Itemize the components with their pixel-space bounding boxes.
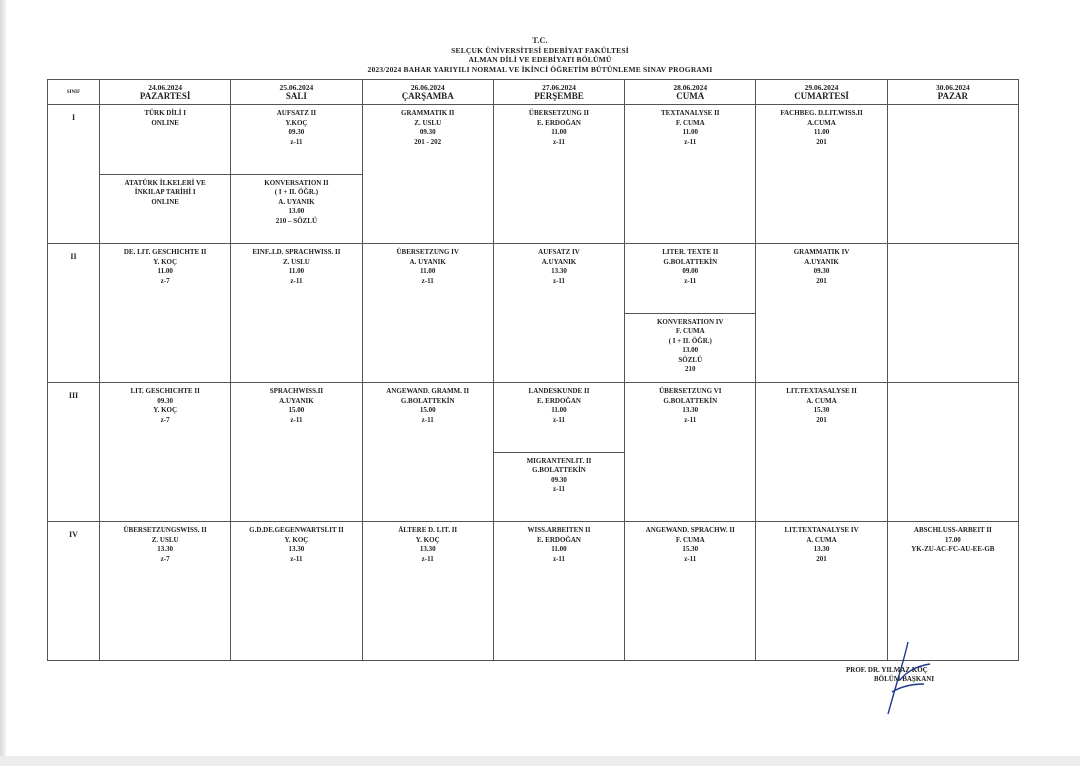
table-header-row: [48, 80, 1019, 105]
level-row: [48, 105, 1019, 244]
exam-entry-line: SPRACHWISS.II: [269, 387, 324, 395]
day-header: [887, 80, 1018, 105]
exam-entry: [494, 522, 624, 660]
exam-entry-line: ( I + II. ÖĞR.): [274, 188, 319, 196]
exam-entry-line: GRAMMATIK II: [401, 109, 455, 117]
exam-entry-line: G.D.DE.GEGENWARTSLIT II: [249, 526, 344, 534]
exam-entry-line: z-7: [160, 554, 170, 563]
exam-entry: [888, 383, 1018, 521]
exam-entry-line: 09.30: [419, 128, 436, 136]
exam-entry: [888, 244, 1018, 382]
schedule-cell: [625, 105, 756, 244]
exam-entry-line: 13.30: [157, 545, 174, 553]
exam-entry-line: WISS.ARBEITEN II: [527, 526, 591, 534]
exam-entry: [625, 105, 755, 243]
exam-entry-line: 11.00: [682, 128, 698, 136]
day-date: 24.06.2024: [148, 83, 183, 92]
schedule-cell: [362, 383, 493, 522]
exam-entry-line: Z. USLU: [151, 535, 179, 544]
exam-entry: [100, 522, 230, 660]
exam-entry-line: ÄLTERE D. LIT. II: [398, 526, 458, 534]
day-header: [100, 80, 231, 105]
exam-entry-line: 13.30: [682, 406, 699, 414]
signer-title: BÖLÜM BAŞKANI: [874, 675, 935, 683]
exam-entry-line: z-11: [421, 554, 434, 563]
exam-entry-line: 11.00: [551, 545, 567, 553]
exam-entry-line: ÜBERSETZUNG VI: [659, 387, 722, 395]
schedule-cell: [625, 383, 756, 522]
schedule-cell: [887, 244, 1018, 383]
exam-entry: [756, 383, 886, 521]
schedule-cell: [100, 383, 231, 522]
exam-entry-line: z-7: [160, 276, 170, 285]
day-header: [493, 80, 624, 105]
exam-entry-line: 13.30: [813, 545, 830, 553]
exam-entry-line: z-11: [290, 415, 303, 424]
exam-entry: [231, 383, 361, 521]
exam-entry: [231, 522, 361, 660]
level-label: III: [48, 383, 100, 522]
exam-entry-line: KONVERSATION II: [264, 178, 329, 187]
exam-entry-line: 13.30: [551, 267, 567, 275]
exam-entry-line: 09.30: [288, 128, 305, 136]
level-row: [48, 383, 1019, 522]
exam-entry: [494, 453, 624, 522]
exam-entry: [756, 244, 886, 382]
exam-entry-line: A. UYANIK: [409, 257, 446, 266]
sinif-header: SINIF: [48, 80, 100, 105]
exam-entry-line: 13.00: [288, 207, 305, 215]
signer-name: PROF. DR. YILMAZ KOÇ: [846, 666, 928, 674]
schedule-cell: [493, 105, 624, 244]
schedule-cell: [756, 522, 887, 661]
day-header: [625, 80, 756, 105]
exam-entry-line: 13.30: [419, 545, 436, 553]
exam-entry-line: G.BOLATTEKİN: [532, 466, 586, 474]
level-row: [48, 244, 1019, 383]
exam-entry-line: 17.00: [944, 535, 961, 544]
exam-entry: [756, 105, 886, 243]
exam-entry-line: 11.00: [813, 128, 830, 136]
schedule-cell: [493, 383, 624, 522]
exam-entry-line: Y. KOÇ: [415, 535, 440, 544]
exam-entry: [625, 244, 755, 314]
exam-entry-line: 201: [816, 276, 827, 285]
exam-entry-line: TÜRK DİLİ I: [144, 109, 186, 117]
day-header: [231, 80, 362, 105]
schedule-cell: [362, 244, 493, 383]
schedule-cell: [493, 244, 624, 383]
header-line-4: 2023/2024 BAHAR YARIYILI NORMAL VE İKİNCİ ÖĞRETİM BÜTÜNLEME SINAV PROGRAMI: [367, 64, 713, 74]
schedule-cell: [887, 105, 1018, 244]
exam-entry-line: z-7: [160, 415, 170, 424]
exam-entry-line: 09.00: [682, 267, 699, 275]
exam-entry-line: 09.30: [157, 396, 174, 405]
exam-entry-line: 201: [816, 415, 827, 424]
schedule-cell: [756, 105, 887, 244]
exam-entry-line: ABSCHLUSS-ARBEIT II: [913, 526, 992, 534]
scan-bottom-strip: [0, 756, 1080, 766]
exam-entry-line: 15.00: [288, 406, 305, 414]
day-date: 29.06.2024: [804, 83, 839, 92]
exam-entry-line: z-11: [290, 554, 303, 563]
schedule-cell: [362, 522, 493, 661]
exam-entry-line: z-11: [421, 276, 434, 285]
header-line-1: T.C.: [532, 36, 548, 45]
exam-entry: [231, 175, 361, 244]
day-name: CUMA: [676, 91, 705, 101]
exam-entry: [494, 383, 624, 453]
exam-entry-line: 201 - 202: [414, 137, 442, 146]
schedule-cell: [231, 105, 362, 244]
schedule-cell: [231, 244, 362, 383]
exam-entry-line: Y.KOÇ: [285, 118, 308, 127]
exam-entry-line: Y. KOÇ: [153, 406, 178, 414]
day-header: [362, 80, 493, 105]
exam-entry-line: ONLINE: [151, 197, 179, 206]
exam-entry-line: 15.30: [813, 406, 830, 414]
exam-entry-line: YK-ZU-AC-FC-AU-EE-GB: [911, 545, 995, 553]
exam-entry-line: F. CUMA: [675, 535, 705, 544]
schedule-cell: [887, 383, 1018, 522]
exam-entry-line: 210: [685, 365, 696, 373]
exam-entry: [100, 244, 230, 382]
exam-entry-line: z-11: [290, 137, 303, 146]
exam-entry-line: z-11: [421, 415, 434, 424]
exam-entry-line: A. UYANIK: [278, 197, 315, 206]
exam-entry-line: SÖZLÜ: [678, 355, 703, 364]
exam-entry-line: G.BOLATTEKİN: [663, 257, 718, 266]
exam-entry-line: A. CUMA: [806, 535, 837, 544]
level-label: I: [48, 105, 100, 244]
exam-entry-line: LANDESKUNDE II: [528, 387, 590, 395]
table-body: [48, 105, 1019, 661]
exam-entry-line: F. CUMA: [675, 118, 705, 127]
exam-entry-line: E. ERDOĞAN: [537, 396, 581, 405]
exam-entry: [363, 244, 493, 382]
exam-entry-line: 13.30: [288, 545, 305, 553]
day-date: 28.06.2024: [673, 83, 708, 92]
exam-entry-line: z-11: [684, 415, 697, 424]
day-name: ÇARŞAMBA: [401, 91, 454, 101]
schedule-cell: [100, 105, 231, 244]
document-header: [0, 36, 1080, 74]
exam-entry-line: İNKILAP TARİHİ I: [134, 188, 196, 196]
schedule-cell: [362, 105, 493, 244]
exam-entry-line: 11.00: [420, 267, 436, 275]
exam-entry: [363, 522, 493, 660]
exam-entry: [100, 383, 230, 521]
day-date: 26.06.2024: [410, 83, 445, 92]
exam-entry-line: 201: [816, 554, 827, 563]
header-line-3: ALMAN DİLİ VE EDEBİYATI BÖLÜMÜ: [468, 55, 612, 64]
level-label: II: [48, 244, 100, 383]
exam-entry-line: F. CUMA: [675, 327, 705, 335]
schedule-cell: [493, 522, 624, 661]
exam-entry: [100, 105, 230, 175]
exam-entry-line: z-11: [290, 276, 303, 285]
exam-entry-line: z-11: [684, 276, 697, 285]
handwritten-signature: [878, 640, 938, 720]
exam-entry-line: 15.30: [682, 545, 699, 553]
exam-entry-line: FACHBEG. D.LIT.WISS.II: [780, 109, 863, 117]
level-row: [48, 522, 1019, 661]
exam-entry-line: ATATÜRK İLKELERİ VE: [124, 178, 206, 187]
exam-entry-line: A.UYANIK: [541, 257, 577, 266]
exam-entry: [231, 244, 361, 382]
exam-entry: [363, 105, 493, 243]
schedule-cell: [231, 522, 362, 661]
exam-entry: [756, 522, 886, 660]
exam-entry: [363, 383, 493, 521]
day-date: 30.06.2024: [935, 83, 970, 92]
day-name: SALI: [285, 91, 307, 101]
exam-entry-line: 201: [816, 137, 827, 146]
exam-entry-line: G.BOLATTEKİN: [400, 396, 455, 405]
exam-entry-line: 09.30: [551, 475, 567, 484]
day-date: 25.06.2024: [279, 83, 314, 92]
exam-entry-line: 09.30: [813, 267, 830, 275]
schedule-cell: [756, 244, 887, 383]
exam-entry-line: ( I + II. ÖĞR.): [668, 336, 712, 345]
schedule-cell: [100, 244, 231, 383]
exam-entry-line: E. ERDOĞAN: [537, 535, 581, 544]
exam-entry-line: z-11: [552, 554, 566, 563]
exam-entry-line: Z. USLU: [414, 118, 442, 127]
level-label: IV: [48, 522, 100, 661]
exam-entry: [625, 314, 755, 383]
exam-entry-line: KONVERSATION IV: [656, 317, 724, 326]
exam-entry: [888, 105, 1018, 243]
exam-entry-line: E. ERDOĞAN: [537, 118, 581, 127]
exam-entry-line: A.UYANIK: [804, 257, 839, 266]
exam-entry-line: GRAMMATIK IV: [793, 248, 850, 256]
exam-entry-line: z-11: [684, 554, 697, 563]
exam-entry-line: LIT.TEXTASALYSE II: [786, 387, 857, 395]
schedule-cell: [100, 522, 231, 661]
exam-entry-line: EINF..LD. SPRACHWISS. II: [252, 248, 341, 256]
exam-entry-line: MIGRANTENLIT. II: [526, 456, 592, 465]
day-name: PAZAR: [937, 91, 969, 101]
exam-entry: [231, 105, 361, 175]
exam-entry-line: 210 – SÖZLÜ: [275, 216, 318, 225]
exam-entry-line: ONLINE: [151, 118, 179, 127]
exam-entry: [100, 175, 230, 244]
exam-entry-line: 11.00: [551, 128, 567, 136]
day-name: PAZARTESİ: [139, 91, 191, 101]
exam-entry: [625, 522, 755, 660]
schedule-cell: [231, 383, 362, 522]
exam-entry-line: 13.00: [682, 346, 699, 354]
scan-edge: [0, 0, 6, 766]
exam-entry-line: z-11: [552, 276, 566, 285]
exam-entry: [625, 383, 755, 521]
exam-entry-line: A.CUMA: [807, 118, 836, 127]
exam-schedule-table: [47, 79, 1019, 661]
exam-entry-line: A.UYANIK: [279, 396, 314, 405]
day-date: 27.06.2024: [542, 83, 576, 92]
exam-entry-line: ÜBERSETZUNG IV: [396, 248, 459, 256]
exam-entry-line: A. CUMA: [806, 396, 837, 405]
day-header: [756, 80, 887, 105]
exam-entry-line: z-11: [552, 415, 566, 424]
exam-entry-line: ÜBERSETZUNGSWISS. II: [123, 526, 207, 534]
exam-entry-line: Y. KOÇ: [284, 535, 309, 544]
exam-entry: [494, 244, 624, 382]
schedule-cell: [625, 244, 756, 383]
exam-entry-line: 15.00: [419, 406, 436, 414]
exam-entry-line: DE. LIT. GESCHICHTE II: [123, 248, 207, 256]
exam-entry-line: LIT. GESCHICHTE II: [130, 387, 200, 395]
exam-entry-line: ANGEWAND. GRAMM. II: [386, 387, 470, 395]
exam-entry-line: Y. KOÇ: [153, 257, 178, 266]
exam-entry-line: z-11: [684, 137, 697, 146]
exam-entry-line: LIT.TEXTANALYSE IV: [784, 526, 859, 534]
exam-entry-line: 11.00: [551, 406, 567, 414]
day-name: PERŞEMBE: [534, 91, 584, 101]
schedule-cell: [756, 383, 887, 522]
exam-entry-line: G.BOLATTEKİN: [663, 396, 718, 405]
exam-entry-line: 11.00: [157, 267, 173, 275]
exam-entry: [494, 105, 624, 243]
exam-entry-line: TEXTANALYSE II: [660, 109, 720, 117]
exam-entry-line: 11.00: [288, 267, 305, 275]
exam-entry-line: AUFSATZ IV: [538, 248, 580, 256]
exam-entry-line: AUFSATZ II: [276, 109, 317, 117]
exam-entry-line: z-11: [552, 485, 566, 493]
day-name: CUMARTESİ: [794, 91, 849, 101]
exam-entry-line: ANGEWAND. SPRACHW. II: [645, 526, 735, 534]
exam-entry-line: Z. USLU: [283, 257, 310, 266]
schedule-cell: [625, 522, 756, 661]
header-line-2: SELÇUK ÜNİVERSİTESİ EDEBİYAT FAKÜLTESİ: [451, 45, 629, 55]
exam-entry-line: z-11: [552, 137, 566, 146]
exam-entry-line: LITER. TEXTE II: [662, 248, 719, 256]
exam-entry-line: ÜBERSETZUNG II: [528, 109, 590, 117]
